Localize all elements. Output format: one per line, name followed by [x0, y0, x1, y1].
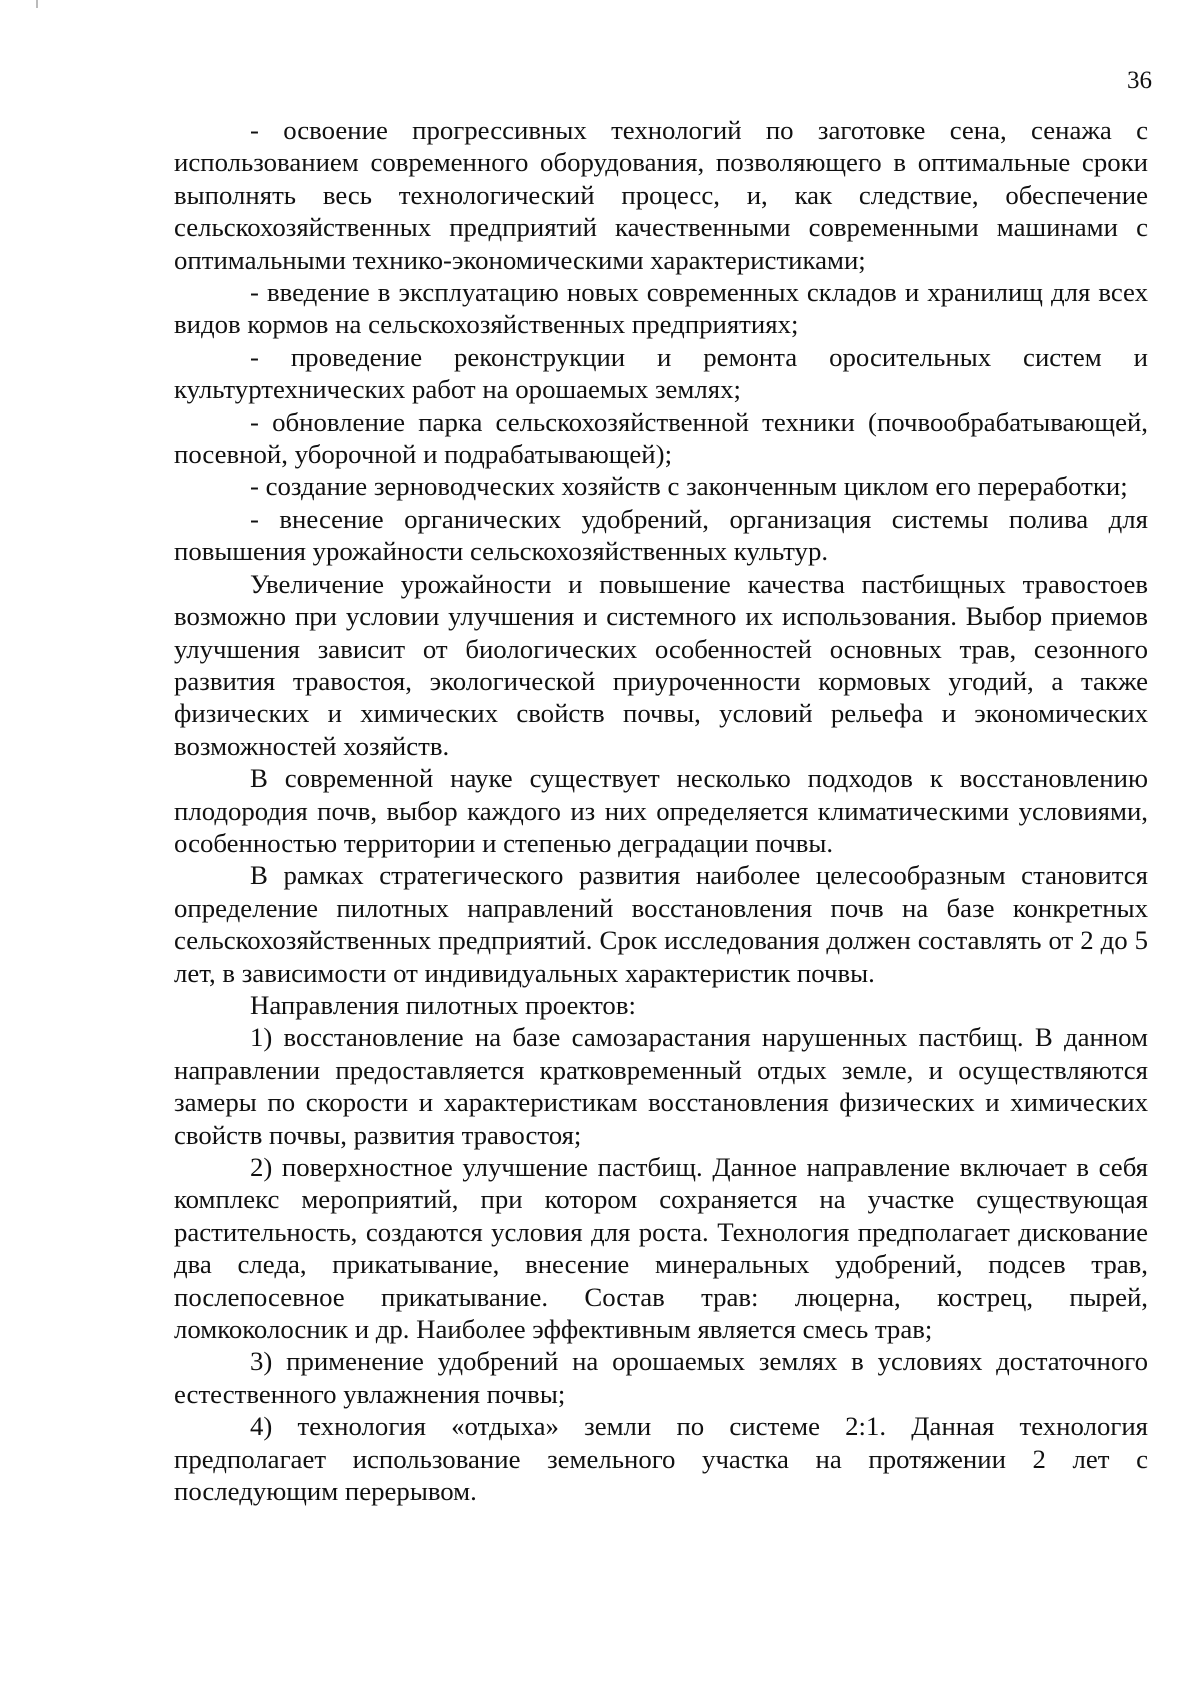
body-text: [174, 114, 1148, 1507]
paragraph-organic-fertilizers: - внесение органических удобрений, организация системы полива для повышения урожайности сельскохозяйственных культур.: [174, 503, 1148, 567]
paragraph-grain-farms: - создание зерноводческих хозяйств с законченным циклом его переработки;: [250, 471, 1128, 502]
scan-artifact: [36, 0, 38, 8]
paragraph-pilot-projects-heading: Направления пилотных проектов:: [250, 989, 636, 1020]
paragraph-soil-restoration-approaches: В современной науке существует несколько подходов к восстановлению плодородия почв, выбор каждого из них определяется климатическими условиями, особенностью территории и степенью деградации почвы.: [174, 763, 1148, 858]
list-item-rest-technology: 4) технология «отдыха» земли по системе 2:1. Данная технология предполагает использование земельного участка на протяжении 2 лет с последующим перерывом.: [174, 1411, 1148, 1507]
paragraph-pasture-yield: Увеличение урожайности и повышение качества пастбищных травостоев возможно при условии улучшения и системного их использования. Выбор приемов улучшения зависит от биологических особенностей основных трав, сезонного развития травостоя, экологической приуроченности кормовых угодий, а также физических и химических свойств почвы, условий рельефа и экономических возможностей хозяйств.: [174, 568, 1148, 761]
paragraph-pilot-directions-intro: В рамках стратегического развития наиболее целесообразным становится определение пилотных направлений восстановления почв на базе конкретных сельскохозяйственных предприятий. Срок исследования должен составлять от 2 до 5 лет, в зависимости от индивидуальных характеристик почвы.: [174, 860, 1148, 988]
page-number: 36: [1127, 67, 1152, 94]
list-item-surface-improvement: 2) поверхностное улучшение пастбищ. Данное направление включает в себя комплекс мероприятий, при котором сохраняется на участке существующая растительность, создаются условия для роста. Технология предполагает дискование два следа, прикатывание, внесение минеральных удобрений, подсев трав, послепосевное прикатывание. Состав трав: люцерна, кострец, пырей, ломкоколосник и др. Наиболее эффективным является смесь трав;: [174, 1152, 1148, 1345]
paragraph-feed-storage: - введение в эксплуатацию новых современных складов и хранилищ для всех видов кормов на сельскохозяйственных предприятиях;: [174, 277, 1148, 340]
paragraph-machinery-update: - обновление парка сельскохозяйственной техники (почвообрабатывающей, посевной, уборочной и подрабатывающей);: [174, 406, 1148, 470]
paragraph-hay-technologies: - освоение прогрессивных технологий по заготовке сена, сенажа с использованием современного оборудования, позволяющего в оптимальные сроки выполнять весь технологический процесс, и, как следствие, обеспечение сельскохозяйственных предприятий качественными современными машинами с оптимальными технико-экономическими характеристиками;: [174, 115, 1148, 275]
list-item-fertilizer-application: 3) применение удобрений на орошаемых землях в условиях достаточного естественного увлажнения почвы;: [174, 1346, 1148, 1409]
list-item-self-overgrowth: 1) восстановление на базе самозарастания нарушенных пастбищ. В данном направлении предоставляется кратковременный отдых земле, и осуществляются замеры по скорости и характеристикам восстановления физических и химических свойств почвы, развития травостоя;: [174, 1022, 1148, 1150]
paragraph-irrigation-reconstruction: - проведение реконструкции и ремонта оросительных систем и культуртехнических работ на орошаемых землях;: [174, 341, 1148, 405]
